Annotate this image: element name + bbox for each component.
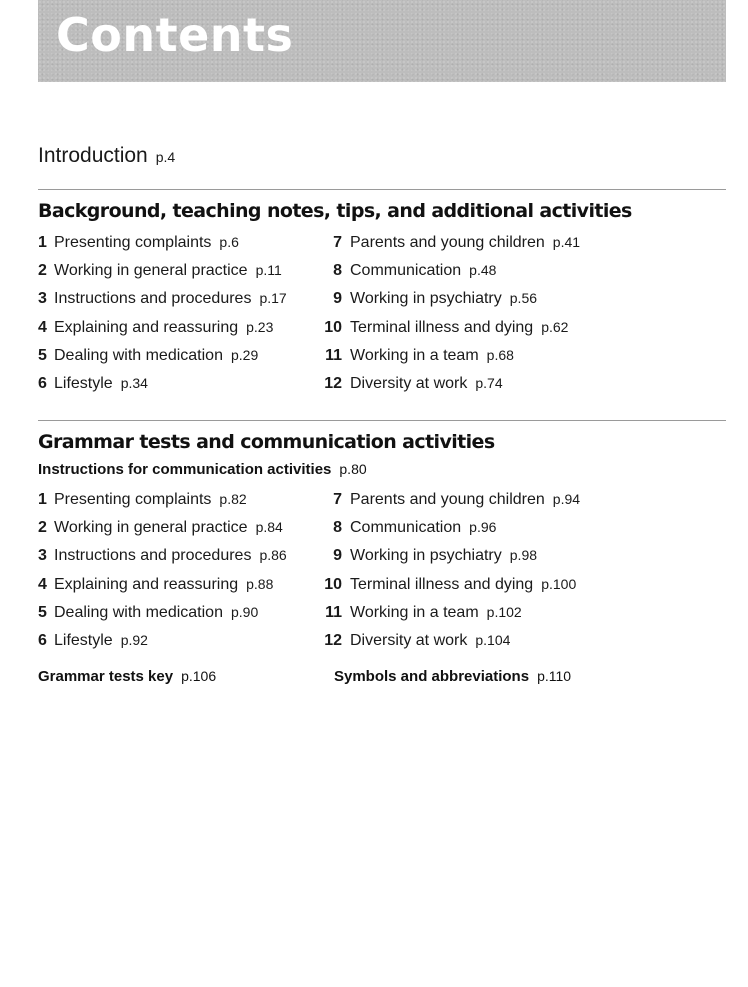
- toc-entry[interactable]: [38, 234, 287, 262]
- entry-label: Instructions and procedures: [54, 547, 252, 565]
- entry-page: p.90: [230, 603, 259, 620]
- entry-label: Working in psychiatry: [350, 547, 502, 565]
- entry-page: p.98: [509, 547, 538, 564]
- entry-label: Working in general practice: [54, 262, 248, 280]
- entry-number: 12: [324, 374, 342, 392]
- entry-label: Communication: [350, 519, 462, 537]
- entry-label: Lifestyle: [54, 374, 113, 392]
- entry-label: Diversity at work: [350, 631, 468, 649]
- entry-page: p.110: [537, 668, 572, 684]
- entry-number: 1: [38, 491, 47, 508]
- entry-number: 1: [38, 234, 47, 251]
- entry-page: p.74: [475, 374, 503, 391]
- page-title: Contents: [56, 8, 294, 62]
- entry-label: Presenting complaints: [54, 491, 212, 508]
- entry-page: p.82: [219, 491, 247, 507]
- entry-page: p.17: [259, 290, 287, 307]
- entry-number: 9: [333, 547, 342, 565]
- entry-label: Presenting complaints: [54, 234, 212, 251]
- entry-label: Symbols and abbreviations: [334, 668, 530, 685]
- section1-right-list: [318, 234, 580, 403]
- entry-label: Lifestyle: [54, 631, 113, 649]
- toc-entry-instructions[interactable]: [38, 461, 367, 478]
- entry-label: Instructions for communication activities: [38, 461, 332, 478]
- entry-number: 10: [324, 318, 342, 336]
- toc-entry[interactable]: [318, 290, 580, 318]
- entry-number: 2: [38, 262, 47, 280]
- toc-entry[interactable]: [318, 319, 580, 347]
- entry-label: Grammar tests key: [38, 668, 174, 685]
- entry-page: p.11: [255, 262, 282, 279]
- entry-number: 12: [324, 631, 342, 649]
- toc-entry[interactable]: [318, 604, 580, 632]
- toc-entry[interactable]: [318, 347, 580, 375]
- section2-right-list: [318, 491, 580, 660]
- toc-entry[interactable]: [38, 290, 287, 318]
- toc-entry[interactable]: [318, 262, 580, 290]
- toc-entry[interactable]: [38, 576, 287, 604]
- toc-entry[interactable]: [318, 491, 580, 519]
- entry-page: p.48: [469, 262, 497, 279]
- entry-number: 4: [38, 318, 47, 336]
- entry-label: Working in a team: [350, 603, 479, 621]
- entry-label: Introduction: [38, 144, 148, 167]
- entry-label: Terminal illness and dying: [350, 318, 534, 336]
- entry-page: p.102: [486, 603, 522, 620]
- entry-page: p.106: [181, 668, 217, 684]
- entry-page: p.96: [469, 519, 497, 536]
- toc-entry[interactable]: [38, 347, 287, 375]
- entry-page: p.4: [155, 149, 176, 165]
- entry-number: 7: [333, 234, 342, 251]
- toc-entry[interactable]: [318, 576, 580, 604]
- entry-number: 5: [38, 346, 47, 364]
- entry-number: 4: [38, 575, 47, 593]
- entry-page: p.6: [219, 234, 239, 250]
- entry-number: 11: [325, 346, 342, 364]
- entry-page: p.92: [120, 631, 148, 648]
- toc-entry-introduction[interactable]: [38, 144, 175, 168]
- entry-label: Parents and young children: [350, 491, 545, 508]
- toc-entry[interactable]: [38, 519, 287, 547]
- toc-entry[interactable]: [38, 491, 287, 519]
- toc-entry[interactable]: [38, 604, 287, 632]
- toc-entry[interactable]: [318, 547, 580, 575]
- toc-entry[interactable]: [38, 375, 287, 403]
- entry-label: Parents and young children: [350, 234, 545, 251]
- entry-label: Communication: [350, 262, 462, 280]
- section1-left-list: [38, 234, 287, 403]
- toc-entry[interactable]: [38, 632, 287, 660]
- entry-page: p.68: [486, 346, 514, 363]
- toc-entry-symbols[interactable]: [334, 668, 571, 685]
- entry-number: 8: [333, 519, 342, 537]
- entry-page: p.23: [246, 318, 274, 335]
- toc-entry[interactable]: [318, 375, 580, 403]
- entry-number: 6: [38, 374, 47, 392]
- entry-number: 6: [38, 631, 47, 649]
- entry-label: Working in general practice: [54, 519, 248, 537]
- entry-page: p.62: [541, 318, 569, 335]
- entry-page: p.100: [541, 575, 577, 592]
- entry-label: Working in a team: [350, 346, 479, 364]
- toc-entry[interactable]: [318, 234, 580, 262]
- entry-page: p.56: [509, 290, 538, 307]
- entry-number: 7: [333, 491, 342, 508]
- divider: [38, 189, 726, 190]
- toc-entry[interactable]: [318, 519, 580, 547]
- toc-entry[interactable]: [38, 319, 287, 347]
- entry-number: 2: [38, 519, 47, 537]
- entry-number: 9: [333, 290, 342, 308]
- entry-label: Dealing with medication: [54, 346, 223, 364]
- section-title-background: Background, teaching notes, tips, and additional activities: [38, 200, 632, 222]
- entry-label: Instructions and procedures: [54, 290, 252, 308]
- entry-page: p.88: [246, 575, 274, 592]
- entry-page: p.104: [475, 631, 511, 648]
- entry-label: Explaining and reassuring: [54, 575, 239, 593]
- entry-number: 3: [38, 547, 47, 565]
- entry-label: Dealing with medication: [54, 603, 223, 621]
- toc-entry-grammar-key[interactable]: [38, 668, 216, 685]
- entry-page: p.86: [259, 547, 287, 564]
- entry-number: 3: [38, 290, 47, 308]
- toc-entry[interactable]: [38, 262, 287, 290]
- section2-left-list: [38, 491, 287, 660]
- entry-page: p.41: [552, 234, 581, 250]
- entry-number: 8: [333, 262, 342, 280]
- entry-page: p.34: [120, 374, 148, 391]
- contents-banner: [38, 0, 726, 82]
- entry-page: p.80: [339, 461, 367, 477]
- entry-label: Terminal illness and dying: [350, 575, 534, 593]
- entry-label: Diversity at work: [350, 374, 468, 392]
- entry-page: p.84: [255, 519, 283, 536]
- section-title-grammar: Grammar tests and communication activities: [38, 431, 495, 453]
- entry-label: Explaining and reassuring: [54, 318, 239, 336]
- entry-page: p.29: [230, 346, 259, 363]
- entry-number: 10: [324, 575, 342, 593]
- toc-entry[interactable]: [38, 547, 287, 575]
- entry-label: Working in psychiatry: [350, 290, 502, 308]
- toc-entry[interactable]: [318, 632, 580, 660]
- entry-number: 5: [38, 603, 47, 621]
- entry-page: p.94: [552, 491, 581, 507]
- divider: [38, 420, 726, 421]
- entry-number: 11: [325, 603, 342, 621]
